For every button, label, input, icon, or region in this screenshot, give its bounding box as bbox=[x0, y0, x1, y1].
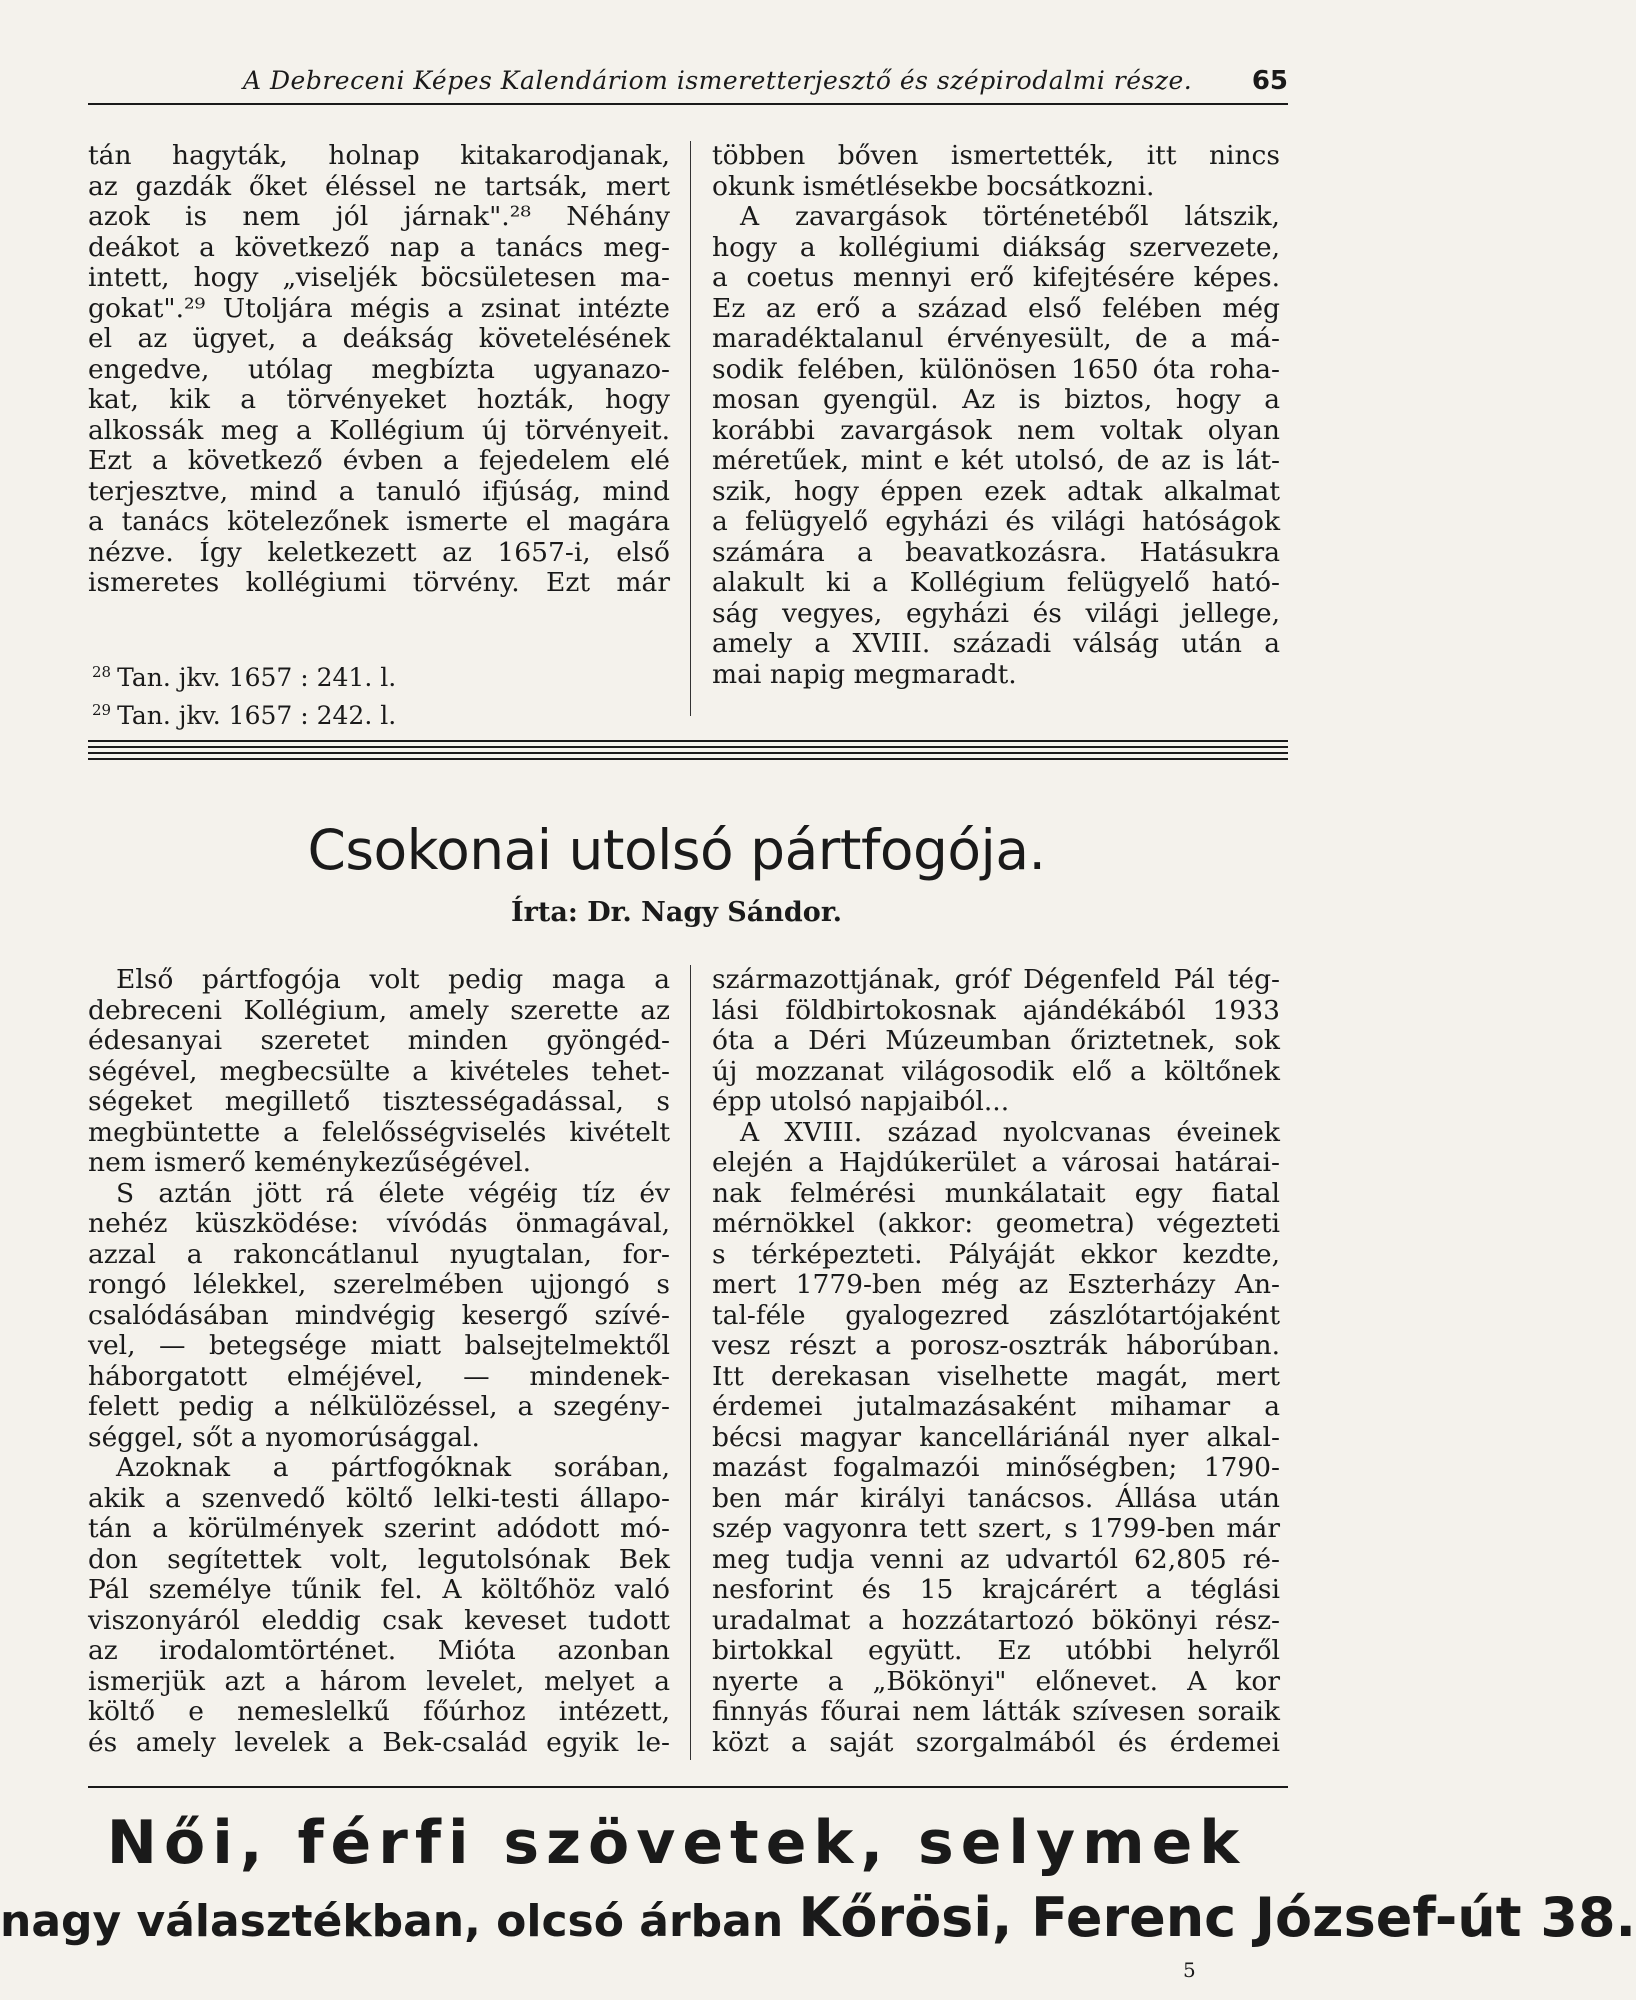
footnote-number: 29 bbox=[92, 701, 112, 719]
text-line: alkossák meg a Kollégium új törvényeit. bbox=[88, 414, 670, 446]
text-line: don segítettek volt, legutolsónak Bek bbox=[88, 1543, 670, 1575]
text-line: tán a körülmények szerint adódott mó- bbox=[88, 1513, 670, 1544]
text-line: intett, hogy „viseljék böcsületesen ma- bbox=[88, 262, 670, 293]
text-line: engedve, utólag megbízta ugyanazo- bbox=[88, 353, 670, 385]
text-line: mosan gyengül. Az is biztos, hogy a bbox=[712, 384, 1280, 415]
text-line: a tanács kötelezőnek ismerte el magára bbox=[88, 506, 670, 537]
text-line: mert 1779-ben még az Eszterházy An- bbox=[712, 1269, 1280, 1300]
text-line: származottjának, gróf Dégenfeld Pál tég- bbox=[712, 964, 1280, 995]
text-line: nem ismerő keménykezűségével. bbox=[88, 1147, 532, 1178]
text-line: amely a XVIII. századi válság után a bbox=[712, 628, 1280, 659]
text-line: gokat".²⁹ Utoljára mégis a zsinat intézte bbox=[88, 292, 670, 324]
text-line: nyerte a „Bökönyi" előnevet. A kor bbox=[712, 1665, 1280, 1697]
text-line: Ez az erő a század első felében még bbox=[712, 292, 1280, 324]
text-line: kat, kik a törvényeket hozták, hogy bbox=[88, 384, 670, 415]
text-line: mazást fogalmazói minőségben; 1790- bbox=[712, 1452, 1280, 1483]
footnote-number: 28 bbox=[92, 663, 112, 681]
section-separator bbox=[88, 740, 1288, 742]
text-line: viszonyáról eleddig csak keveset tudott bbox=[88, 1604, 670, 1636]
text-line: Itt derekasan viselhette magát, mert bbox=[712, 1360, 1280, 1392]
footnote bbox=[92, 694, 396, 732]
text-line: lási földbirtokosnak ajándékából 1933 bbox=[712, 994, 1280, 1026]
corner-mark: 5 bbox=[1183, 1958, 1196, 1982]
column-divider bbox=[690, 141, 691, 716]
text-line: vel, — betegsége miatt balsejtelmektől bbox=[88, 1330, 670, 1361]
text-line: el az ügyet, a deákság követelésének bbox=[88, 323, 670, 354]
article-title: Csokonai utolsó pártfogója. bbox=[307, 818, 1046, 882]
section-separator bbox=[88, 758, 1288, 760]
text-line: vesz részt a porosz-osztrák háborúban. bbox=[712, 1330, 1280, 1361]
text-line: érdemei jutalmazásaként mihamar a bbox=[712, 1391, 1280, 1422]
running-title: A Debreceni Képes Kalendáriom ismeretterjesztő és szépirodalmi része. bbox=[243, 66, 1193, 95]
text-line: épp utolsó napjaiból... bbox=[712, 1086, 1010, 1117]
text-line: Pál személye tűnik fel. A költőhöz való bbox=[88, 1574, 670, 1605]
text-line: új mozzanat világosodik elő a költőnek bbox=[712, 1055, 1280, 1087]
text-line: ismeretes kollégiumi törvény. Ezt már bbox=[88, 567, 670, 598]
advertisement-offer: nagy választékban, olcsó árban bbox=[0, 1896, 799, 1947]
advertisement-address: Kőrösi, Ferenc József-út 38. bbox=[798, 1886, 1636, 1949]
text-line: nézve. Így keletkezett az 1657-i, első bbox=[88, 536, 670, 568]
text-line: és amely levelek a Bek-család egyik le- bbox=[88, 1726, 670, 1758]
text-line: bécsi magyar kancelláriánál nyer alkal- bbox=[712, 1421, 1280, 1453]
text-line: sodik felében, különösen 1650 óta roha- bbox=[712, 353, 1280, 385]
text-line: elején a Hajdúkerület a városai határai- bbox=[712, 1147, 1280, 1178]
text-line: A zavargások történetéből látszik, bbox=[740, 201, 1280, 232]
article-byline: Írta: Dr. Nagy Sándor. bbox=[511, 897, 842, 928]
text-line: szik, hogy éppen ezek adtak alkalmat bbox=[712, 475, 1280, 507]
text-line: ségével, megbecsülte a kivételes tehet- bbox=[88, 1055, 670, 1087]
text-line: hogy a kollégiumi diákság szervezete, bbox=[712, 231, 1280, 263]
text-line: ismerjük azt a három levelet, melyet a bbox=[88, 1665, 670, 1697]
bottom-left-column bbox=[88, 965, 670, 1758]
text-line: számára a beavatkozásra. Hatásukra bbox=[712, 536, 1280, 568]
footnotes bbox=[92, 656, 396, 732]
header-rule bbox=[88, 103, 1288, 105]
text-line: azok is nem jól járnak".²⁸ Néhány bbox=[88, 201, 670, 232]
text-line: többen bőven ismertették, itt nincs bbox=[712, 140, 1280, 171]
footnote bbox=[92, 656, 396, 694]
advertisement-rule bbox=[88, 1786, 1288, 1788]
text-line: uradalmat a hozzátartozó bökönyi rész- bbox=[712, 1604, 1280, 1636]
footnote-text: Tan. jkv. 1657 : 242. l. bbox=[117, 701, 397, 730]
text-line: az gazdák őket éléssel ne tartsák, mert bbox=[88, 170, 670, 202]
text-line: közt a saját szorgalmából és érdemei bbox=[712, 1726, 1280, 1758]
text-line: akik a szenvedő költő lelki-testi állapo- bbox=[88, 1482, 670, 1514]
text-line: szép vagyonra tett szert, s 1799-ben már bbox=[712, 1513, 1280, 1544]
text-line: okunk ismétlésekbe bocsátkozni. bbox=[712, 170, 1155, 202]
text-line: meg tudja venni az udvartól 62,805 ré- bbox=[712, 1543, 1280, 1575]
text-line: megbüntette a felelősségviselés kivételt bbox=[88, 1116, 670, 1148]
text-line: Azoknak a pártfogóknak sorában, bbox=[116, 1452, 670, 1483]
text-line: tán hagyták, holnap kitakarodjanak, bbox=[88, 140, 670, 171]
column-divider bbox=[690, 965, 691, 1760]
text-line: a felügyelő egyházi és világi hatóságok bbox=[712, 506, 1280, 537]
text-line: S aztán jött rá élete végéig tíz év bbox=[116, 1177, 670, 1209]
text-line: óta a Déri Múzeumban őriztetnek, sok bbox=[712, 1025, 1280, 1056]
text-line: alakult ki a Kollégium felügyelő ható- bbox=[712, 567, 1280, 598]
page-number: 65 bbox=[1251, 66, 1288, 96]
top-right-column bbox=[712, 141, 1280, 690]
text-line: rongó lélekkel, szerelmében ujjongó s bbox=[88, 1269, 670, 1300]
text-line: ben már királyi tanácsos. Állása után bbox=[712, 1482, 1280, 1514]
text-line: terjesztve, mind a tanuló ifjúság, mind bbox=[88, 475, 670, 507]
text-line: nak felmérési munkálatait egy fiatal bbox=[712, 1177, 1280, 1209]
text-line: mai napig megmaradt. bbox=[712, 658, 1017, 690]
text-line: felett pedig a nélkülözéssel, a szegény- bbox=[88, 1391, 670, 1422]
top-left-column bbox=[88, 141, 670, 599]
text-line: A XVIII. század nyolcvanas éveinek bbox=[740, 1116, 1280, 1148]
text-line: mérnökkel (akkor: geometra) végezteti bbox=[712, 1208, 1280, 1239]
bottom-right-column bbox=[712, 965, 1280, 1758]
text-line: deákot a következő nap a tanács meg- bbox=[88, 231, 670, 263]
text-line: méretűek, mint e két utolsó, de az is lát- bbox=[712, 445, 1280, 476]
text-line: azzal a rakoncátlanul nyugtalan, for- bbox=[88, 1238, 670, 1270]
text-line: költő e nemeslelkű főúrhoz intézett, bbox=[88, 1696, 670, 1727]
text-line: ság vegyes, egyházi és világi jellege, bbox=[712, 597, 1280, 629]
text-line: a coetus mennyi erő kifejtésére képes. bbox=[712, 262, 1280, 293]
text-line: az irodalomtörténet. Mióta azonban bbox=[88, 1635, 670, 1666]
text-line: birtokkal együtt. Ez utóbbi helyről bbox=[712, 1635, 1280, 1666]
text-line: nehéz küszködése: vívódás önmagával, bbox=[88, 1208, 670, 1239]
text-line: maradéktalanul érvényesült, de a má- bbox=[712, 323, 1280, 354]
text-line: finnyás főurai nem látták szívesen soraik bbox=[712, 1696, 1280, 1727]
text-line: s térképezteti. Pályáját ekkor kezdte, bbox=[712, 1238, 1280, 1270]
text-line: ségeket megillető tisztességadással, s bbox=[88, 1086, 670, 1117]
text-line: tal-féle gyalogezred zászlótartójaként bbox=[712, 1299, 1280, 1331]
text-line: édesanyai szeretet minden gyöngéd- bbox=[88, 1025, 670, 1056]
text-line: Ezt a következő évben a fejedelem elé bbox=[88, 445, 670, 476]
text-line: Első pártfogója volt pedig maga a bbox=[116, 964, 670, 995]
advertisement-headline: Női, férfi szövetek, selymek bbox=[106, 1808, 1247, 1878]
text-line: háborgatott elméjével, — mindenek- bbox=[88, 1360, 670, 1392]
section-separator bbox=[88, 752, 1288, 754]
text-line: nesforint és 15 krajcárért a téglási bbox=[712, 1574, 1280, 1605]
text-line: csalódásában mindvégig kesergő szívé- bbox=[88, 1299, 670, 1331]
running-header bbox=[88, 62, 1288, 102]
footnote-text: Tan. jkv. 1657 : 241. l. bbox=[117, 663, 397, 692]
advertisement-subline bbox=[0, 1886, 1636, 1949]
section-separator bbox=[88, 746, 1288, 748]
text-line: séggel, sőt a nyomorúsággal. bbox=[88, 1421, 480, 1453]
text-line: korábbi zavargások nem voltak olyan bbox=[712, 414, 1280, 446]
text-line: debreceni Kollégium, amely szerette az bbox=[88, 994, 670, 1026]
